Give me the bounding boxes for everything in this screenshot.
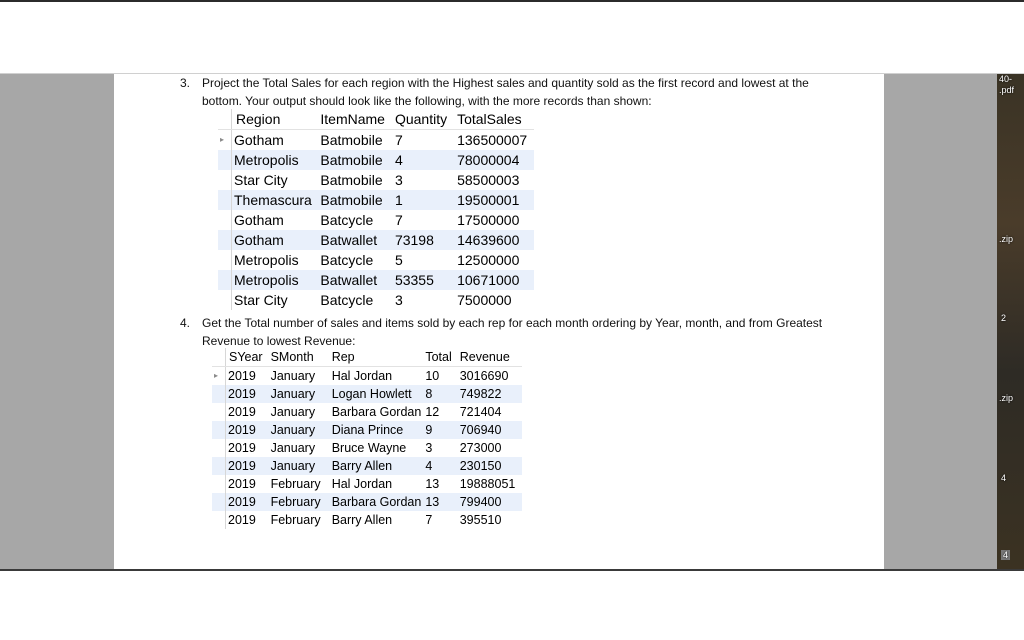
cell-rep: Hal Jordan bbox=[331, 369, 393, 383]
cell-itemname: Batwallet bbox=[318, 230, 393, 250]
row-selector bbox=[212, 421, 226, 439]
window-top-border bbox=[0, 0, 1024, 2]
cell-revenue: 749822 bbox=[458, 385, 522, 403]
cell-rep: Logan Howlett bbox=[330, 385, 424, 403]
desktop-file-label-zip-1[interactable]: .zip bbox=[999, 234, 1014, 244]
row-selector bbox=[212, 511, 226, 529]
cell-syear: 2019 bbox=[228, 513, 256, 527]
cell-revenue: 395510 bbox=[459, 513, 502, 527]
cell-totalsales: 7500000 bbox=[457, 292, 512, 308]
desktop-file-label-4[interactable]: 4 bbox=[1001, 473, 1007, 483]
cell-quantity: 73198 bbox=[393, 230, 455, 250]
cell-rep: Barry Allen bbox=[331, 513, 393, 527]
column-header-quantity: Quantity bbox=[393, 109, 455, 130]
row-selector bbox=[218, 250, 232, 270]
viewer-bottom-border bbox=[0, 569, 1024, 571]
cell-rep: Diana Prince bbox=[330, 421, 424, 439]
cell-syear: 2019 bbox=[226, 457, 269, 475]
cell-rep: Hal Jordan bbox=[331, 477, 393, 491]
question-3-text: Project the Total Sales for each region with the Highest sales and quantity sold as the first record and lowest at the bottom. Your output should look like the following, with the more records than shown: bbox=[202, 76, 809, 108]
cell-syear: 2019 bbox=[226, 493, 269, 511]
row-selector bbox=[212, 439, 226, 457]
row-selector bbox=[218, 150, 232, 170]
cell-total: 3 bbox=[425, 441, 433, 455]
column-header-rep: Rep bbox=[330, 348, 424, 367]
cell-region: Gotham bbox=[234, 212, 284, 228]
row-selector-header bbox=[218, 109, 232, 130]
cell-syear: 2019 bbox=[226, 421, 269, 439]
question-3-number: 3. bbox=[180, 76, 191, 90]
current-row-indicator-icon: ▸ bbox=[212, 367, 226, 386]
table-row bbox=[212, 403, 522, 421]
cell-total: 9 bbox=[423, 421, 457, 439]
cell-region: Metropolis bbox=[232, 270, 319, 290]
table-row bbox=[218, 150, 534, 170]
cell-syear: 2019 bbox=[226, 385, 269, 403]
cell-itemname: Batmobile bbox=[320, 172, 383, 188]
cell-itemname: Batmobile bbox=[318, 190, 393, 210]
cell-itemname: Batcycle bbox=[320, 212, 374, 228]
table-row bbox=[218, 270, 534, 290]
cell-rep: Barbara Gordan bbox=[331, 495, 422, 509]
cell-revenue: 706940 bbox=[458, 421, 522, 439]
cell-smonth: January bbox=[269, 385, 330, 403]
cell-region: Star City bbox=[234, 172, 288, 188]
table-row bbox=[212, 439, 522, 457]
results-table-region-sales bbox=[218, 109, 534, 310]
row-selector-header bbox=[212, 348, 226, 367]
cell-quantity: 1 bbox=[393, 190, 455, 210]
cell-total: 13 bbox=[425, 477, 440, 491]
cell-revenue: 799400 bbox=[458, 493, 522, 511]
row-selector bbox=[212, 403, 226, 421]
cell-total: 4 bbox=[423, 457, 457, 475]
column-header-smonth: SMonth bbox=[269, 348, 330, 367]
table-row bbox=[212, 421, 522, 439]
cell-smonth: January bbox=[270, 369, 316, 383]
cell-quantity: 53355 bbox=[393, 270, 455, 290]
cell-rep: Barbara Gordan bbox=[331, 405, 422, 419]
desktop-file-label-pdf-2[interactable]: .pdf bbox=[999, 85, 1015, 95]
cell-quantity: 4 bbox=[393, 150, 455, 170]
row-selector bbox=[212, 493, 226, 511]
table-row bbox=[212, 475, 522, 493]
cell-region: Gotham bbox=[234, 132, 284, 148]
row-selector bbox=[212, 457, 226, 475]
cell-itemname: Batmobile bbox=[318, 150, 393, 170]
table-header-row bbox=[212, 348, 522, 367]
cell-totalsales: 14639600 bbox=[455, 230, 534, 250]
table-row bbox=[218, 250, 534, 270]
table-row bbox=[218, 290, 534, 310]
cell-quantity: 3 bbox=[394, 292, 403, 308]
cell-total: 12 bbox=[425, 405, 440, 419]
cell-quantity: 3 bbox=[394, 172, 403, 188]
row-selector bbox=[218, 270, 232, 290]
cell-smonth: February bbox=[270, 513, 321, 527]
table-row bbox=[218, 130, 534, 151]
column-header-total: Total bbox=[423, 348, 457, 367]
table-row bbox=[218, 210, 534, 230]
cell-region: Star City bbox=[234, 292, 288, 308]
column-header-syear: SYear bbox=[226, 348, 269, 367]
desktop-file-label-2[interactable]: 2 bbox=[1001, 313, 1007, 323]
table-row bbox=[212, 511, 522, 529]
cell-quantity: 7 bbox=[394, 212, 403, 228]
question-4-number: 4. bbox=[180, 316, 191, 330]
row-selector bbox=[212, 475, 226, 493]
table-header-row bbox=[218, 109, 534, 130]
table-row bbox=[212, 493, 522, 511]
cell-syear: 2019 bbox=[228, 477, 256, 491]
table-row bbox=[212, 367, 522, 386]
cell-smonth: January bbox=[269, 421, 330, 439]
cell-total: 10 bbox=[425, 369, 440, 383]
desktop-file-label-zip-2[interactable]: .zip bbox=[999, 393, 1014, 403]
table-row bbox=[218, 190, 534, 210]
cell-revenue: 721404 bbox=[459, 405, 502, 419]
cell-totalsales: 10671000 bbox=[455, 270, 534, 290]
cell-totalsales: 136500007 bbox=[457, 132, 528, 148]
column-header-itemname: ItemName bbox=[318, 109, 393, 130]
cell-rep: Bruce Wayne bbox=[331, 441, 407, 455]
column-header-totalsales: TotalSales bbox=[455, 109, 534, 130]
cell-totalsales: 58500003 bbox=[457, 172, 520, 188]
row-selector bbox=[212, 385, 226, 403]
cell-itemname: Batcycle bbox=[320, 292, 374, 308]
cell-syear: 2019 bbox=[228, 405, 256, 419]
cell-region: Metropolis bbox=[232, 150, 319, 170]
cell-smonth: January bbox=[270, 441, 316, 455]
cell-region: Gotham bbox=[232, 230, 319, 250]
table-row bbox=[212, 385, 522, 403]
cell-region: Themascura bbox=[232, 190, 319, 210]
cell-region: Metropolis bbox=[234, 252, 299, 268]
question-4-text: Get the Total number of sales and items sold by each rep for each month ordering by Year, month, and from Greatest Revenue to lowest Revenue: bbox=[202, 316, 823, 348]
desktop-file-label-pdf-1[interactable]: 40- bbox=[999, 74, 1013, 84]
row-selector bbox=[218, 290, 232, 310]
cell-total: 8 bbox=[423, 385, 457, 403]
cell-smonth: February bbox=[270, 477, 321, 491]
row-selector bbox=[218, 170, 232, 190]
desktop-file-badge[interactable]: 4 bbox=[1003, 550, 1009, 560]
cell-syear: 2019 bbox=[228, 369, 256, 383]
results-table-rep-monthly bbox=[212, 348, 522, 529]
cell-rep: Barry Allen bbox=[330, 457, 424, 475]
cell-itemname: Batmobile bbox=[320, 132, 383, 148]
cell-total: 7 bbox=[425, 513, 433, 527]
row-selector bbox=[218, 210, 232, 230]
cell-smonth: January bbox=[269, 457, 330, 475]
cell-totalsales: 78000004 bbox=[455, 150, 534, 170]
cell-total: 13 bbox=[423, 493, 457, 511]
table-row bbox=[218, 170, 534, 190]
column-header-region: Region bbox=[232, 109, 319, 130]
current-row-indicator-icon: ▸ bbox=[218, 130, 232, 151]
cell-itemname: Batcycle bbox=[320, 252, 374, 268]
cell-quantity: 7 bbox=[394, 132, 403, 148]
table-row bbox=[212, 457, 522, 475]
row-selector bbox=[218, 190, 232, 210]
cell-revenue: 19888051 bbox=[459, 477, 516, 491]
cell-smonth: February bbox=[269, 493, 330, 511]
cell-totalsales: 12500000 bbox=[457, 252, 520, 268]
document-page[interactable] bbox=[114, 74, 884, 570]
cell-revenue: 230150 bbox=[458, 457, 522, 475]
cell-totalsales: 19500001 bbox=[455, 190, 534, 210]
cell-itemname: Batwallet bbox=[318, 270, 393, 290]
cell-totalsales: 17500000 bbox=[457, 212, 520, 228]
cell-revenue: 3016690 bbox=[459, 369, 509, 383]
cell-smonth: January bbox=[270, 405, 316, 419]
cell-revenue: 273000 bbox=[459, 441, 502, 455]
table-row bbox=[218, 230, 534, 250]
row-selector bbox=[218, 230, 232, 250]
cell-quantity: 5 bbox=[394, 252, 403, 268]
cell-syear: 2019 bbox=[228, 441, 256, 455]
column-header-revenue: Revenue bbox=[458, 348, 522, 367]
